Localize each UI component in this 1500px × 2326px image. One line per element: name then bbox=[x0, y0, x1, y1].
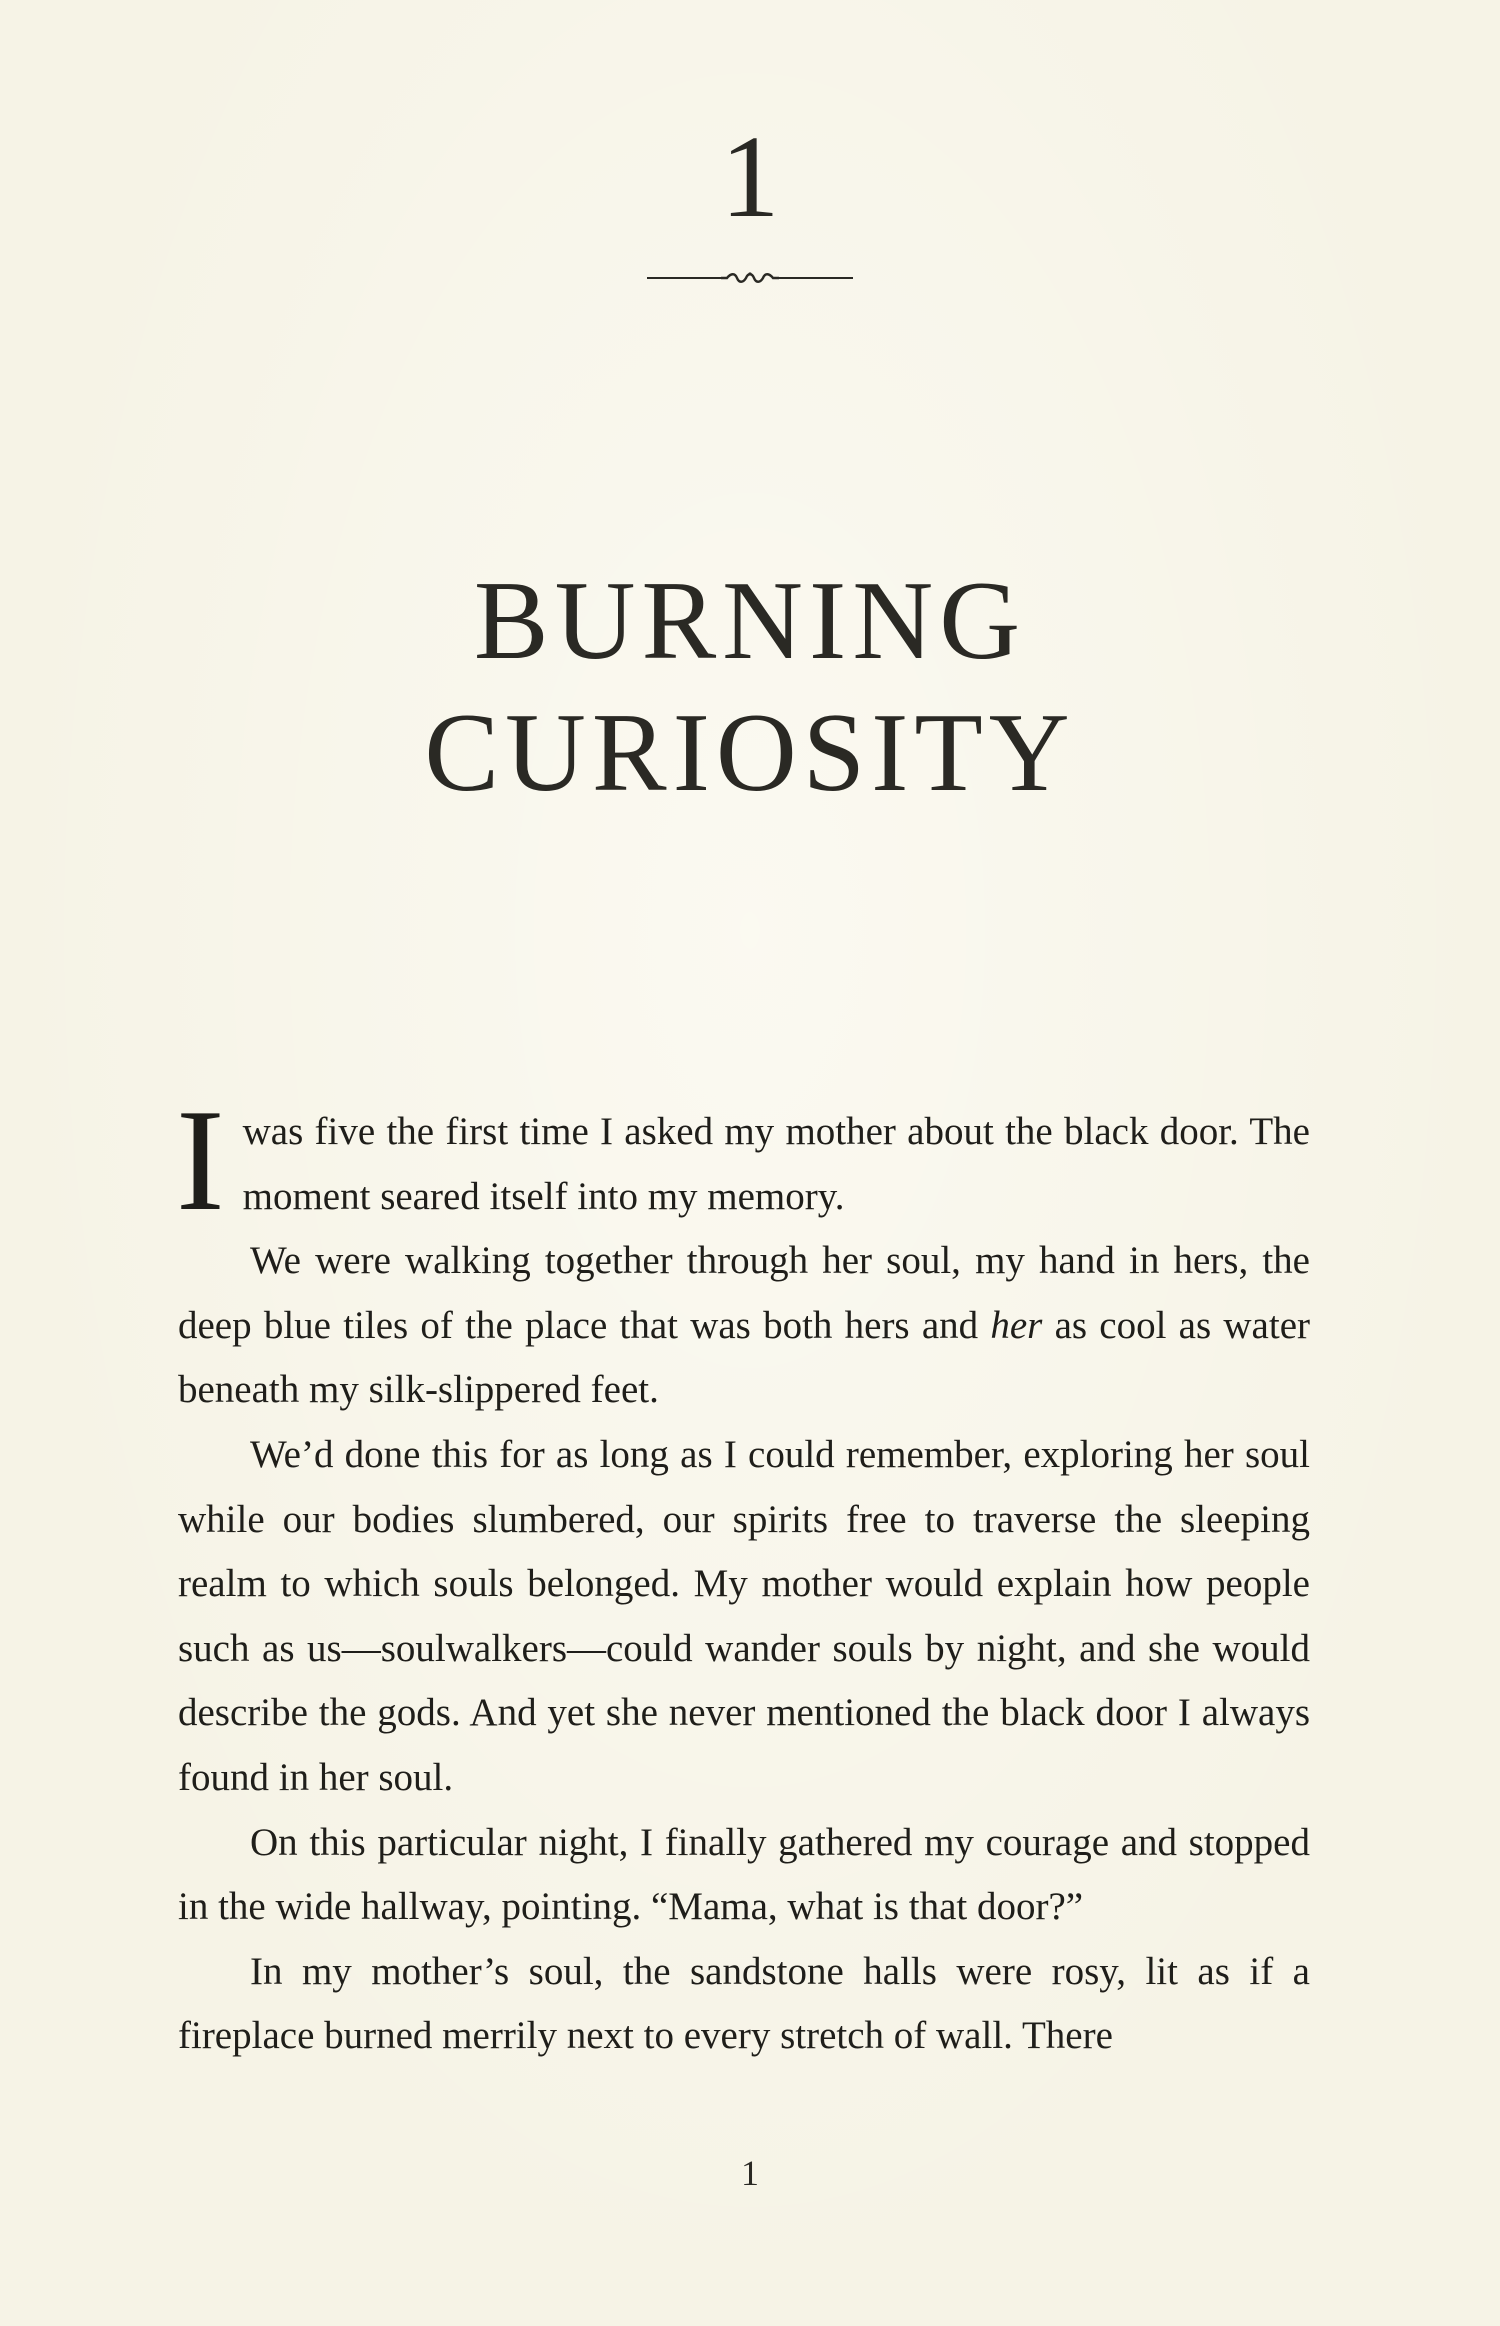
paragraph-5: In my mother’s soul, the sandstone halls were rosy, lit as if a fireplace burned merrily next to every stretch of wall. There bbox=[178, 1949, 1310, 2058]
paragraph-1 bbox=[176, 1079, 1310, 1241]
chapter-number: 1 bbox=[720, 111, 780, 242]
chapter-body bbox=[176, 1079, 1310, 2069]
paragraph-2 bbox=[178, 1229, 1310, 1423]
paragraph-2-emphasis: her bbox=[990, 1303, 1043, 1347]
paragraph-2-text-a: We were walking together through her soul, my hand in hers, the deep blue tiles of the place that was both hers and bbox=[178, 1239, 1310, 1347]
divider-flourish-icon bbox=[647, 270, 853, 286]
chapter-title-line-1: BURNING bbox=[473, 559, 1027, 684]
page-number: 1 bbox=[741, 2153, 759, 2193]
paragraph-1-text: was five the first time I asked my mother about the black door. The moment seared itself into my memory. bbox=[242, 1110, 1310, 1218]
drop-cap: I bbox=[176, 1079, 225, 1241]
ornamental-divider bbox=[0, 270, 1500, 286]
chapter-title bbox=[0, 555, 1500, 819]
paragraph-3: We’d done this for as long as I could remember, exploring her soul while our bodies slumbered, our spirits free to traverse the sleeping realm to which souls belonged. My mother would explain how people such as us—soulwalkers—could wander souls by night, and she would describe the gods. And yet she never mentioned the black door I always found in her soul. bbox=[178, 1432, 1310, 1799]
chapter-title-line-2: CURIOSITY bbox=[424, 691, 1076, 816]
paragraph-4: On this particular night, I finally gathered my courage and stopped in the wide hallway, pointing. “Mama, what is that door?” bbox=[178, 1820, 1310, 1929]
paragraph-2-text-b: as cool as water beneath my silk-slippered feet. bbox=[178, 1303, 1310, 1412]
